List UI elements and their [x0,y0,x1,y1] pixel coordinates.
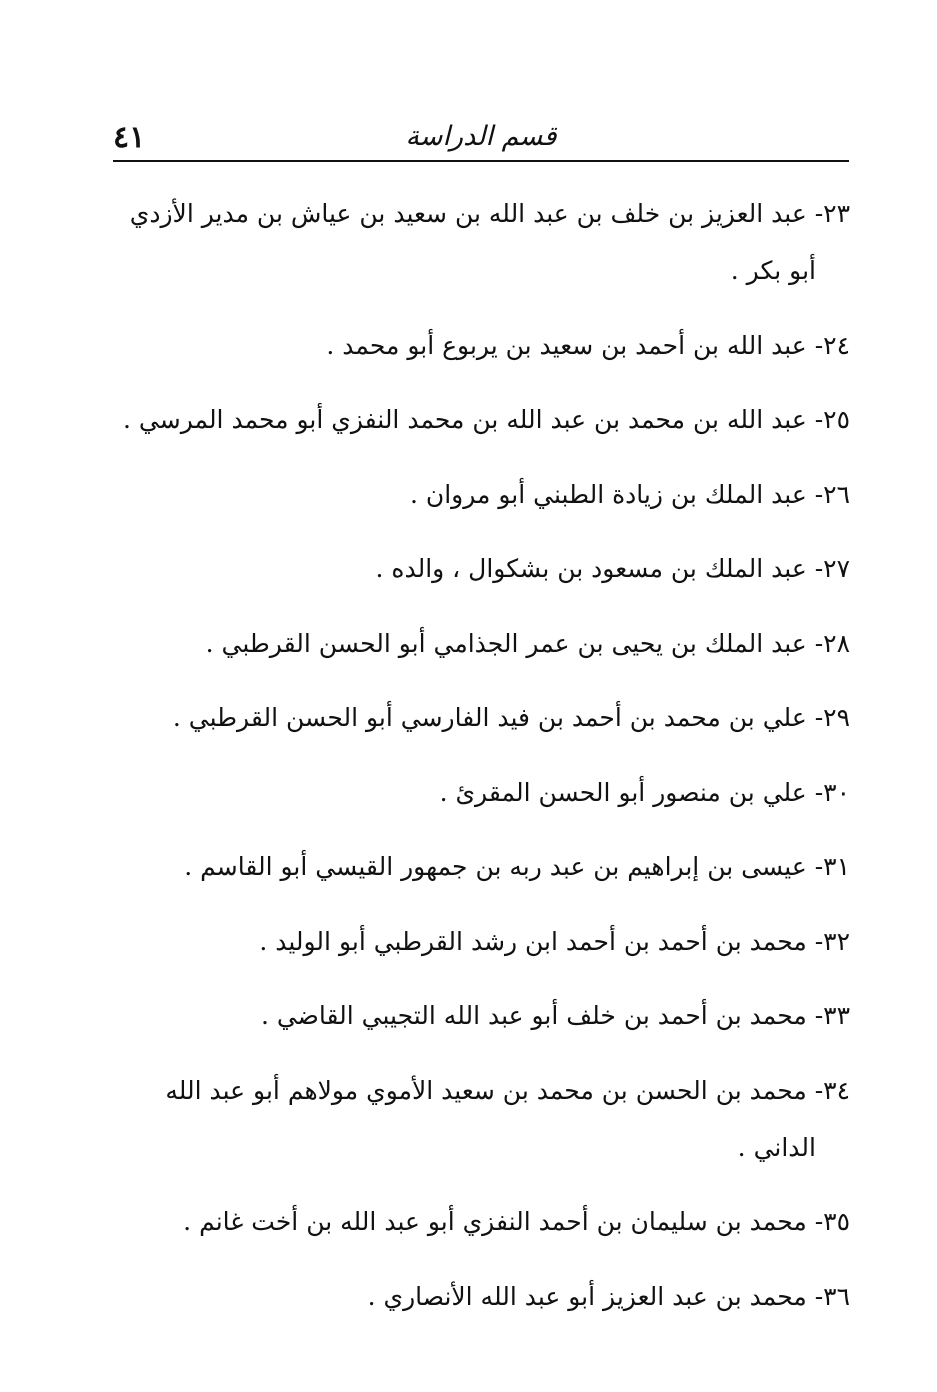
page-header [113,112,849,162]
list-item [108,626,850,662]
item-number: ٣١- [814,852,850,881]
list-item [108,700,850,736]
list-item [108,328,850,364]
item-text: عبد الله بن محمد بن عبد الله بن محمد النفزي أبو محمد المرسي . [123,405,807,434]
list-item [108,551,850,587]
list-item [108,1279,850,1315]
biography-list [108,196,850,1353]
item-number: ٣٦- [814,1281,850,1311]
list-item [108,196,850,289]
item-number: ٣٢- [814,926,850,956]
item-number: ٢٦- [814,479,850,509]
list-item [108,477,850,513]
list-item [108,924,850,960]
item-number: ٢٤- [814,330,850,360]
item-text: محمد بن أحمد بن خلف أبو عبد الله التجيبي القاضي . [260,1001,807,1030]
list-item [108,1073,850,1166]
list-item [108,1204,850,1240]
list-item [108,775,850,811]
item-number: ٢٨- [814,628,850,658]
item-text: عبد الله بن أحمد بن سعيد بن يربوع أبو محمد . [326,330,807,360]
item-continuation: أبو بكر . [730,256,816,285]
header-rule [113,160,849,162]
item-number: ٢٧- [814,554,850,583]
item-number: ٢٩- [814,703,850,732]
item-text: محمد بن عبد العزيز أبو عبد الله الأنصاري . [367,1281,807,1311]
item-number: ٣٣- [814,1001,850,1030]
item-text: عبد العزيز بن خلف بن عبد الله بن سعيد بن عياش بن مدير الأزدي [129,199,807,228]
item-continuation: الداني . [737,1132,816,1162]
item-text: علي بن منصور أبو الحسن المقرئ . [439,777,807,807]
item-number: ٣٠- [814,777,850,807]
list-item [108,849,850,885]
item-number: ٢٣- [814,199,850,228]
item-number: ٣٥- [814,1207,850,1236]
item-text: عيسى بن إبراهيم بن عبد ربه بن جمهور القيسي أبو القاسم . [184,852,807,881]
list-item [108,998,850,1034]
item-text: عبد الملك بن زيادة الطبني أبو مروان . [409,479,807,509]
item-number: ٣٤- [814,1075,850,1105]
running-head-title: قسم الدراسة [405,121,557,152]
page-number: ٤١ [113,120,146,155]
list-item [108,402,850,438]
item-text: علي بن محمد بن أحمد بن فيد الفارسي أبو الحسن القرطبي . [172,703,807,732]
item-text: محمد بن الحسن بن محمد بن سعيد الأموي مولاهم أبو عبد الله [165,1075,807,1105]
item-text: محمد بن سليمان بن أحمد النفزي أبو عبد الله بن أخت غانم . [183,1207,807,1236]
item-text: محمد بن أحمد بن أحمد ابن رشد القرطبي أبو الوليد . [259,926,807,956]
item-text: عبد الملك بن مسعود بن بشكوال ، والده . [375,554,807,583]
item-text: عبد الملك بن يحيى بن عمر الجذامي أبو الحسن القرطبي . [205,628,807,658]
item-number: ٢٥- [814,405,850,434]
